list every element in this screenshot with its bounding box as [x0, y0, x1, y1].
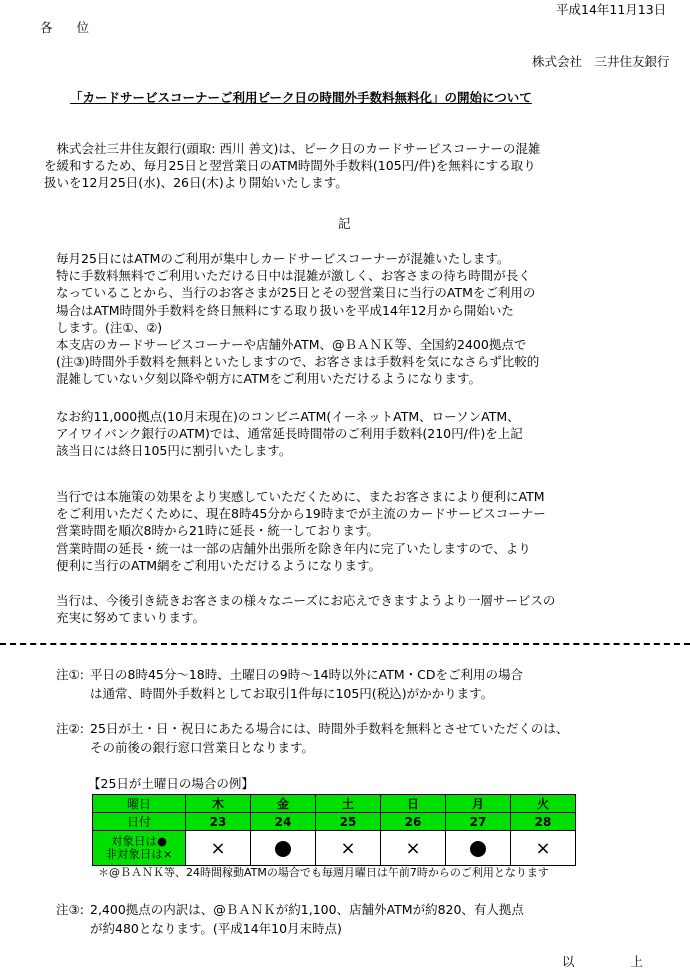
note-head: 注③:	[56, 902, 84, 917]
non-target-label: 非対象日は×	[105, 847, 173, 861]
intro-paragraph	[44, 140, 674, 191]
ki-marker: 記	[338, 216, 351, 231]
paragraph-line: 特に手数料無料でご利用いただける日中は混雑が激しく、お客さまの待ち時間が長く	[56, 268, 531, 284]
note-2	[56, 719, 676, 757]
note-3	[56, 900, 676, 938]
note-line: 25日が土・日・祝日にあたる場合には、時間外手数料を無料とさせていただくのは、	[90, 721, 569, 736]
paragraph-peak-day	[56, 250, 676, 388]
intro-line: を緩和するため、毎月25日と翌営業日のATM時間外手数料(105円/件)を無料にする取り	[44, 158, 536, 173]
company-name: 株式会社 三井住友銀行	[532, 54, 670, 69]
document-title: 「カードサービスコーナーご利用ピーク日の時間外手数料無料化」の開始について	[70, 90, 532, 105]
paragraph-line: 場合はATM時間外手数料を終日無料にする取り扱いを平成14年12月から開始いた	[56, 302, 514, 318]
paragraph-line: をご利用いただくために、現在8時45分から19時までが主流のカードサービスコーナー	[56, 506, 546, 522]
paragraph-line: なお約11,000拠点(10月末現在)のコンビニATM(イーネットATM、ローソンATM、	[56, 409, 520, 424]
paragraph-line: 本支店のカードサービスコーナーや店舗外ATM、@ＢＡＮＫ等、全国約2400拠点で	[56, 337, 527, 353]
note-line: 平日の8時45分～18時、土曜日の9時～14時以外にATM・CDをご利用の場合	[90, 667, 523, 682]
mark-cell: ×	[186, 831, 251, 866]
mark-cell: ×	[511, 831, 576, 866]
note-head: 注①:	[56, 667, 84, 682]
date-cell: 23	[186, 813, 251, 831]
row-label-date: 日付	[93, 813, 186, 831]
paragraph-line: 混雑していない夕刻以降や朝方にATMをご利用いただけるようになります。	[56, 371, 482, 387]
paragraph-line: (注③)時間外手数料を無料といたしますので、お客さまは手数料を気になさらず比較的	[56, 354, 540, 370]
paragraph-hours-extension	[56, 488, 676, 574]
weekday-cell: 金	[251, 795, 316, 813]
example-table	[92, 794, 576, 866]
weekday-cell: 月	[446, 795, 511, 813]
example-title: 【25日が土曜日の場合の例】	[88, 776, 254, 791]
weekday-cell: 日	[381, 795, 446, 813]
target-dot-icon	[470, 841, 486, 857]
date-cell: 28	[511, 813, 576, 831]
target-label: 対象日は●	[110, 834, 168, 848]
mark-cell-dot	[446, 831, 511, 866]
addressee: 各 位	[40, 20, 99, 35]
paragraph-line: 充実に努めてまいります。	[56, 610, 206, 626]
paragraph-line: なっていることから、当行のお客さまが25日とその翌営業日に当行のATMをご利用の	[56, 285, 536, 301]
paragraph-line: 該当日には終日105円に割引いたします。	[56, 443, 292, 459]
paragraph-line: 便利に当行のATM網をご利用いただけるようになります。	[56, 557, 382, 573]
note-line: 2,400拠点の内訳は、@ＢＡＮＫが約1,100、店舗外ATMが約820、有人拠点	[90, 902, 524, 917]
row-label-target	[93, 831, 186, 866]
example-footnote: ＊@ＢＡＮＫ等、24時間稼動ATMの場合でも毎週月曜日は午前7時からのご利用となります	[98, 866, 549, 879]
paragraph-convenience-atm	[56, 408, 676, 460]
date-cell: 25	[316, 813, 381, 831]
date-cell: 27	[446, 813, 511, 831]
paragraph-line: 当行では本施策の効果をより実感していただくために、またお客さまにより便利にATM	[56, 489, 545, 504]
date-cell: 24	[251, 813, 316, 831]
weekday-cell: 木	[186, 795, 251, 813]
intro-line: 扱いを12月25日(水)、26日(木)より開始いたします。	[44, 175, 348, 190]
paragraph-line: 当行は、今後引き続きお客さまの様々なニーズにお応えできますようより一層サービスの	[56, 593, 556, 608]
paragraph-line: 営業時間を順次8時から21時に延長・統一しております。	[56, 523, 379, 539]
paragraph-line: アイワイバンク銀行のATM)では、通常延長時間帯のご利用手数料(210円/件)を上記	[56, 426, 523, 442]
paragraph-closing	[56, 592, 676, 626]
paragraph-line: 営業時間の延長・統一は一部の店舗外出張所を除き年内に完了いたしますので、より	[56, 540, 531, 556]
target-dot-icon	[275, 841, 291, 857]
mark-cell: ×	[316, 831, 381, 866]
weekday-cell: 火	[511, 795, 576, 813]
row-label-weekday: 曜日	[93, 795, 186, 813]
note-line: その前後の銀行窓口営業日となります。	[90, 740, 315, 755]
intro-line: 株式会社三井住友銀行(頭取: 西川 善文)は、ピーク日のカードサービスコーナーの混雑	[44, 141, 541, 156]
mark-cell-dot	[251, 831, 316, 866]
paragraph-line: します。(注①、②)	[56, 319, 163, 335]
mark-cell: ×	[381, 831, 446, 866]
weekday-cell: 土	[316, 795, 381, 813]
dashed-divider	[0, 643, 690, 645]
note-1	[56, 665, 676, 703]
closing-ijo: 以 上	[562, 954, 669, 969]
date-cell: 26	[381, 813, 446, 831]
note-line: が約480となります。(平成14年10月末時点)	[90, 921, 342, 936]
note-line: は通常、時間外手数料としてお取引1件毎に105円(税込)がかかります。	[90, 686, 494, 701]
note-head: 注②:	[56, 721, 84, 736]
document-date: 平成14年11月13日	[556, 2, 667, 17]
paragraph-line: 毎月25日にはATMのご利用が集中しカードサービスコーナーが混雑いたします。	[56, 251, 510, 266]
